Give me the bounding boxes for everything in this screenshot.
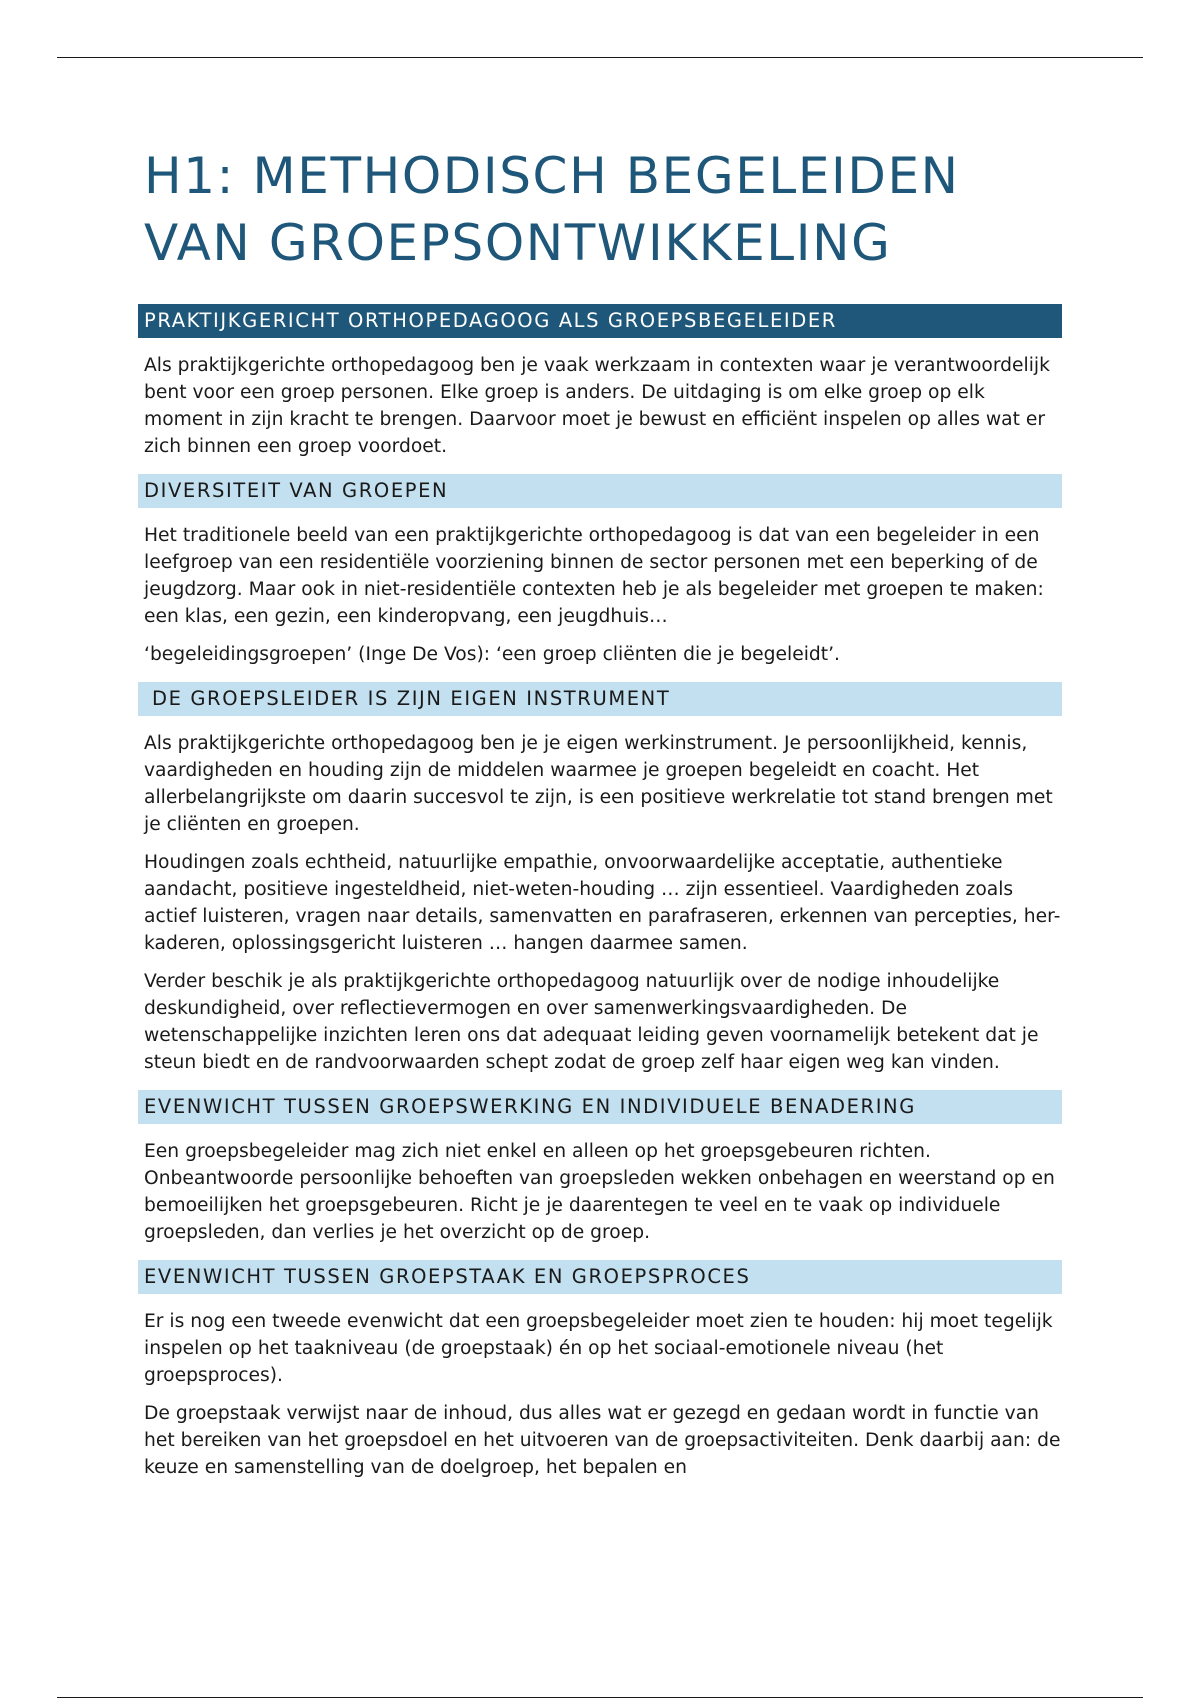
section-heading-groepsleider: DE GROEPSLEIDER IS ZIJN EIGEN INSTRUMENT	[138, 682, 1062, 716]
section-heading-praktijkgericht: PRAKTIJKGERICHT ORTHOPEDAGOOG ALS GROEPSBEGELEIDER	[138, 304, 1062, 338]
paragraph: Als praktijkgerichte orthopedagoog ben je vaak werkzaam in contexten waar je verantwoordelijk bent voor een groep personen. Elke groep is anders. De uitdaging is om elke groep op elk moment in zijn kracht te brengen. Daarvoor moet je bewust en efficiënt inspelen op alles wat er zich binnen een groep voordoet.	[144, 355, 1050, 457]
header-rule	[57, 57, 1143, 58]
paragraph: Een groepsbegeleider mag zich niet enkel en alleen op het groepsgebeuren richten. Onbeantwoorde persoonlijke behoeften van groepsleden wekken onbehagen en weerstand op en bemoeilijken het groepsgebeuren. Richt je je daarentegen te veel en te vaak op individuele groepsleden, dan verlies je het overzicht op de groep.	[144, 1141, 1055, 1243]
section-heading-evenwicht-groepswerking: EVENWICHT TUSSEN GROEPSWERKING EN INDIVIDUELE BENADERING	[138, 1090, 1062, 1124]
paragraph: Er is nog een tweede evenwicht dat een groepsbegeleider moet zien te houden: hij moet tegelijk inspelen op het taakniveau (de groepstaak) én op het sociaal-emotionele niveau (het groepsproces).	[144, 1311, 1053, 1386]
paragraph: Het traditionele beeld van een praktijkgerichte orthopedagoog is dat van een begeleider in een leefgroep van een residentiële voorziening binnen de sector personen met een beperking of de jeugdzorg. Maar ook in niet-residentiële contexten heb je als begeleider met groepen te maken: een klas, een gezin, een kinderopvang, een jeugdhuis…	[144, 525, 1044, 627]
footer-rule	[57, 1697, 1143, 1698]
section-heading-diversiteit: DIVERSITEIT VAN GROEPEN	[138, 474, 1062, 508]
paragraph: ‘begeleidingsgroepen’ (Inge De Vos): ‘een groep cliënten die je begeleidt’.	[144, 644, 840, 665]
paragraph: Als praktijkgerichte orthopedagoog ben je je eigen werkinstrument. Je persoonlijkheid, kennis, vaardigheden en houding zijn de middelen waarmee je groepen begeleidt en coacht. Het allerbelangrijkste om daarin succesvol te zijn, is een positieve werkrelatie tot stand brengen met je cliënten en groepen.	[144, 733, 1053, 835]
paragraph: Houdingen zoals echtheid, natuurlijke empathie, onvoorwaardelijke acceptatie, authentieke aandacht, positieve ingesteldheid, niet-weten-houding … zijn essentieel. Vaardigheden zoals actief luisteren, vragen naar details, samenvatten en parafraseren, erkennen van percepties, her-kaderen, oplossingsgericht luisteren … hangen daarmee samen.	[144, 852, 1061, 954]
paragraph: De groepstaak verwijst naar de inhoud, dus alles wat er gezegd en gedaan wordt in functie van het bereiken van het groepsdoel en het uitvoeren van de groepsactiviteiten. Denk daarbij aan: de keuze en samenstelling van de doelgroep, het bepalen en	[144, 1403, 1061, 1478]
paragraph: Verder beschik je als praktijkgerichte orthopedagoog natuurlijk over de nodige inhoudelijke deskundigheid, over reflectievermogen en over samenwerkingsvaardigheden. De wetenschappelijke inzichten leren ons dat adequaat leiding geven voornamelijk betekent dat je steun biedt en de randvoorwaarden schept zodat de groep zelf haar eigen weg kan vinden.	[144, 971, 1039, 1073]
page-title: H1: METHODISCH BEGELEIDEN VAN GROEPSONTWIKKELING	[144, 147, 960, 272]
document-body	[138, 143, 1062, 1481]
section-heading-evenwicht-groepstaak: EVENWICHT TUSSEN GROEPSTAAK EN GROEPSPROCES	[138, 1260, 1062, 1294]
